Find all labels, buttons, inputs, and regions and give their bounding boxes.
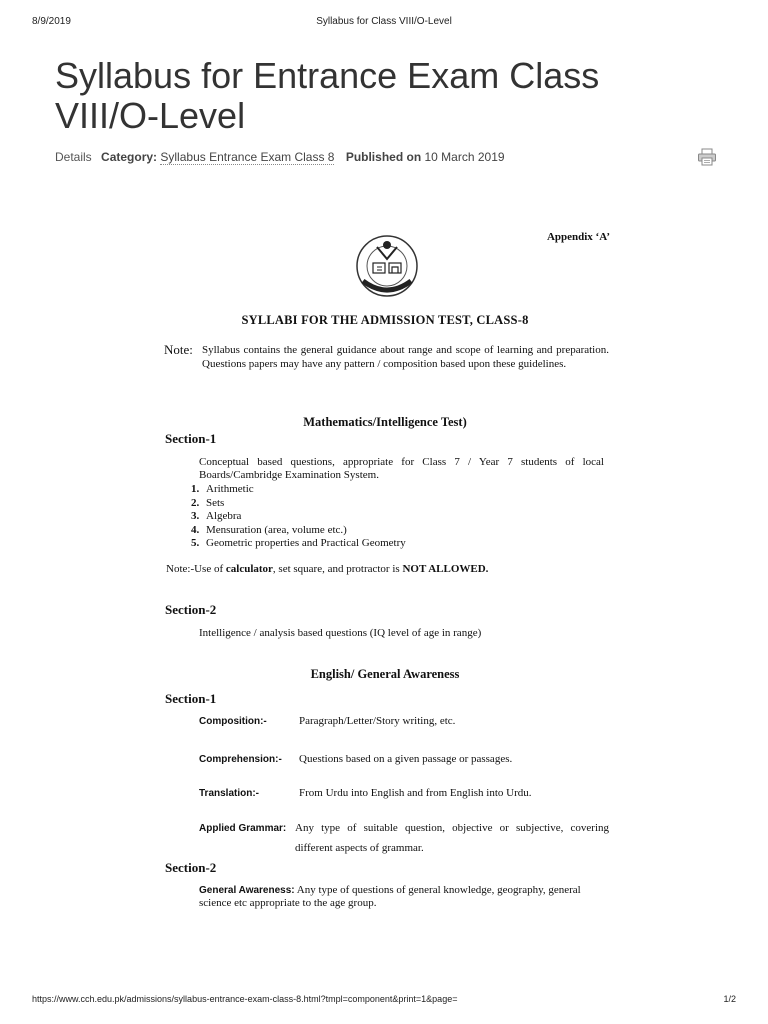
print-date: 8/9/2019 <box>32 16 71 27</box>
math-section-1-heading: Section-1 <box>165 431 217 446</box>
english-section-title: English/ General Awareness <box>310 667 460 681</box>
college-crest-logo <box>355 233 419 299</box>
math-section-2-text: Intelligence / analysis based questions (IQ level of age in range) <box>199 627 482 639</box>
category-label: Category: <box>101 150 158 164</box>
published-date: 10 March 2019 <box>424 150 505 164</box>
page-number: 1/2 <box>723 994 736 1004</box>
general-awareness-row: General Awareness: Any type of questions of general knowledge, geography, general science etc appropriate to the age group. <box>199 884 581 909</box>
list-item: 4. Mensuration (area, volume etc.) <box>191 523 347 536</box>
category-link[interactable]: Syllabus Entrance Exam Class 8 <box>160 150 335 164</box>
scanned-syllabus-document <box>150 225 620 925</box>
list-item: 5. Geometric properties and Practical Geometry <box>191 537 406 549</box>
print-footer <box>32 994 736 1010</box>
syllabi-title: SYLLABI FOR THE ADMISSION TEST, CLASS-8 <box>241 313 529 327</box>
math-intro: Conceptual based questions, appropriate for Class 7 / Year 7 students of local Boards/Cambridge Examination System. <box>199 456 604 481</box>
list-item: 2. Sets <box>191 496 225 509</box>
print-url: https://www.cch.edu.pk/admissions/syllabus-entrance-exam-class-8.html?tmpl=component&print=1&page= <box>32 994 458 1004</box>
print-page-title: Syllabus for Class VIII/O-Level <box>316 16 452 27</box>
note-label: Note: <box>164 342 193 357</box>
math-section-title: Mathematics/Intelligence Test) <box>303 415 467 429</box>
print-header <box>32 16 736 32</box>
english-section-2-heading: Section-2 <box>165 860 217 875</box>
applied-grammar-row: Applied Grammar: Any type of suitable question, objective or subjective, covering different aspects of grammar. <box>199 822 609 854</box>
list-item: 1. Arithmetic <box>191 483 254 495</box>
math-section-2-heading: Section-2 <box>165 602 217 617</box>
math-topics-list <box>191 483 406 551</box>
calculator-note: Note:-Use of calculator, set square, and protractor is NOT ALLOWED. <box>166 563 489 575</box>
appendix-label: Appendix ‘A’ <box>546 231 610 243</box>
article-title: Syllabus for Entrance Exam Class VIII/O-Level <box>55 55 600 136</box>
translation-row: Translation:- From Urdu into English and from English into Urdu. <box>199 787 532 799</box>
note-block <box>164 343 609 371</box>
details-label: Details <box>55 150 92 164</box>
printer-icon[interactable] <box>697 148 717 166</box>
comprehension-row: Comprehension:- Questions based on a given passage or passages. <box>199 753 513 765</box>
published-label: Published on <box>345 150 422 164</box>
composition-row: Composition:- Paragraph/Letter/Story writing, etc. <box>199 715 456 727</box>
note-text: Syllabus contains the general guidance about range and scope of learning and preparation. Questions papers may have any pattern / composition based upon these guidelines. <box>202 344 609 370</box>
english-section-1-heading: Section-1 <box>165 691 217 706</box>
article-meta <box>55 150 505 164</box>
list-item: 3. Algebra <box>191 510 242 522</box>
